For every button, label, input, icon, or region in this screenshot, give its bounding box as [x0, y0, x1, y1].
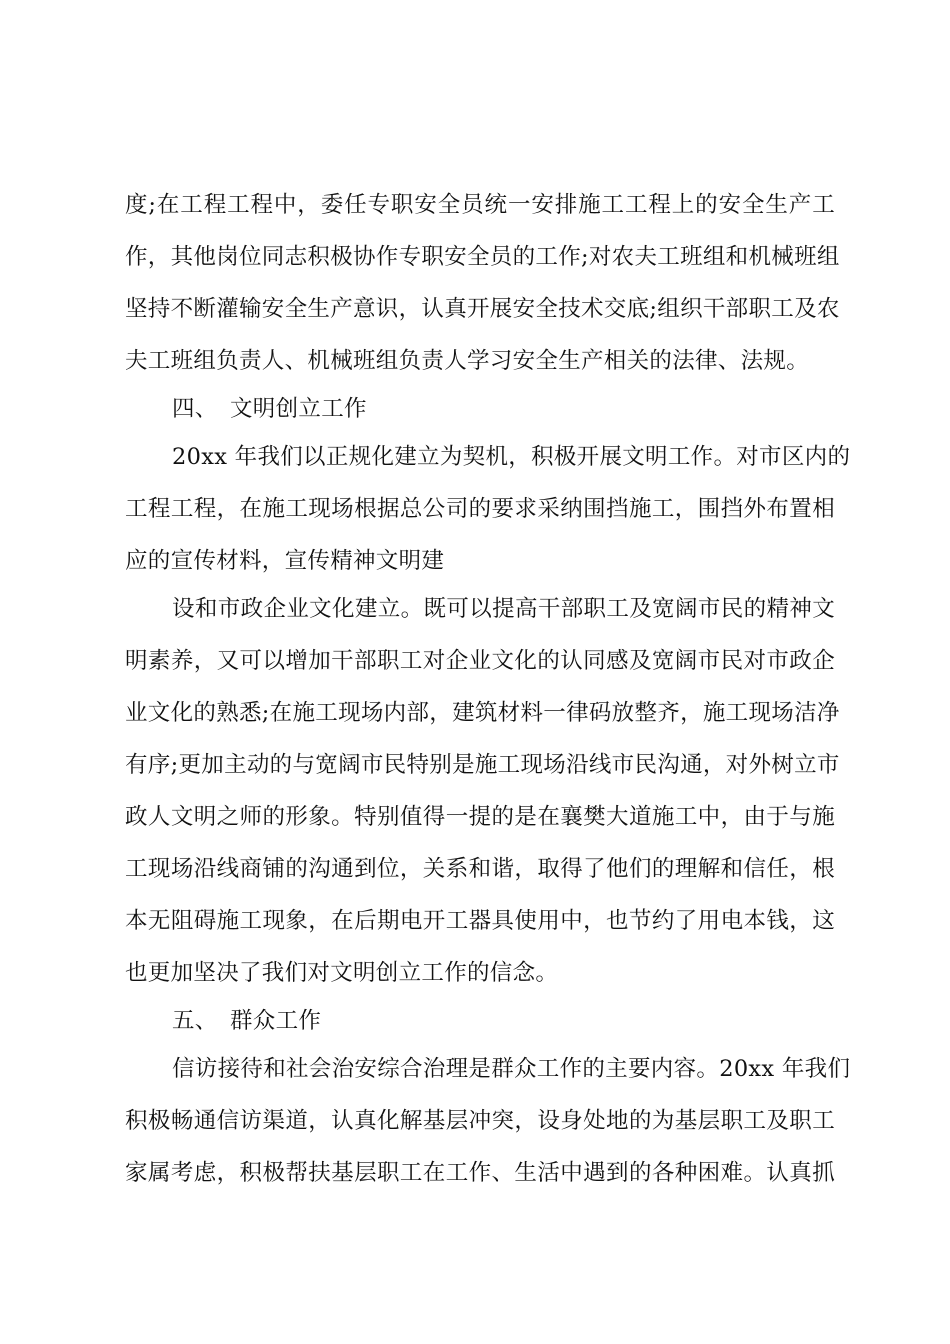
paragraph-line: 作，其他岗位同志积极协作专职安全员的工作;对农夫工班组和机械班组: [125, 244, 840, 270]
paragraph-line: 应的宣传材料，宣传精神文明建: [125, 548, 445, 574]
paragraph-line: 设和市政企业文化建立。既可以提高干部职工及宽阔市民的精神文: [172, 596, 835, 622]
paragraph-line: 本无阻碍施工现象，在后期电开工器具使用中，也节约了用电本钱，这: [125, 908, 835, 934]
section-title: 文明创立工作: [230, 396, 367, 422]
paragraph-line: 工现场沿线商铺的沟通到位，关系和谐，取得了他们的理解和信任，根: [125, 856, 835, 882]
section-number: 四、: [172, 396, 218, 422]
section-heading-4: [172, 393, 367, 425]
section-number: 五、: [172, 1008, 218, 1034]
paragraph-line: 20xx 年我们以正规化建立为契机，积极开展文明工作。对市区内的: [172, 444, 851, 470]
paragraph-line: 政人文明之师的形象。特别值得一提的是在襄樊大道施工中，由于与施: [125, 804, 835, 830]
paragraph-line: 业文化的熟悉;在施工现场内部，建筑材料一律码放整齐，施工现场洁净: [125, 700, 840, 726]
paragraph-line: 明素养，又可以增加干部职工对企业文化的认同感及宽阔市民对市政企: [125, 648, 835, 674]
paragraph-line: 信访接待和社会治安综合治理是群众工作的主要内容。20xx 年我们: [172, 1056, 851, 1082]
paragraph-line: 度;在工程工程中，委任专职安全员统一安排施工工程上的安全生产工: [125, 192, 835, 218]
paragraph-line: 有序;更加主动的与宽阔市民特别是施工现场沿线市民沟通，对外树立市: [125, 752, 840, 778]
section-title: 群众工作: [230, 1008, 322, 1034]
paragraph-line: 家属考虑，积极帮扶基层职工在工作、生活中遇到的各种困难。认真抓: [125, 1160, 835, 1186]
paragraph-line: 也更加坚决了我们对文明创立工作的信念。: [125, 960, 559, 986]
section-heading-5: [172, 1005, 321, 1037]
paragraph-line: 积极畅通信访渠道，认真化解基层冲突，设身处地的为基层职工及职工: [125, 1108, 835, 1134]
paragraph-line: 夫工班组负责人、机械班组负责人学习安全生产相关的法律、法规。: [125, 348, 810, 374]
paragraph-line: 坚持不断灌输安全生产意识，认真开展安全技术交底;组织干部职工及农: [125, 296, 840, 322]
paragraph-line: 工程工程，在施工现场根据总公司的要求采纳围挡施工，围挡外布置相: [125, 496, 835, 522]
